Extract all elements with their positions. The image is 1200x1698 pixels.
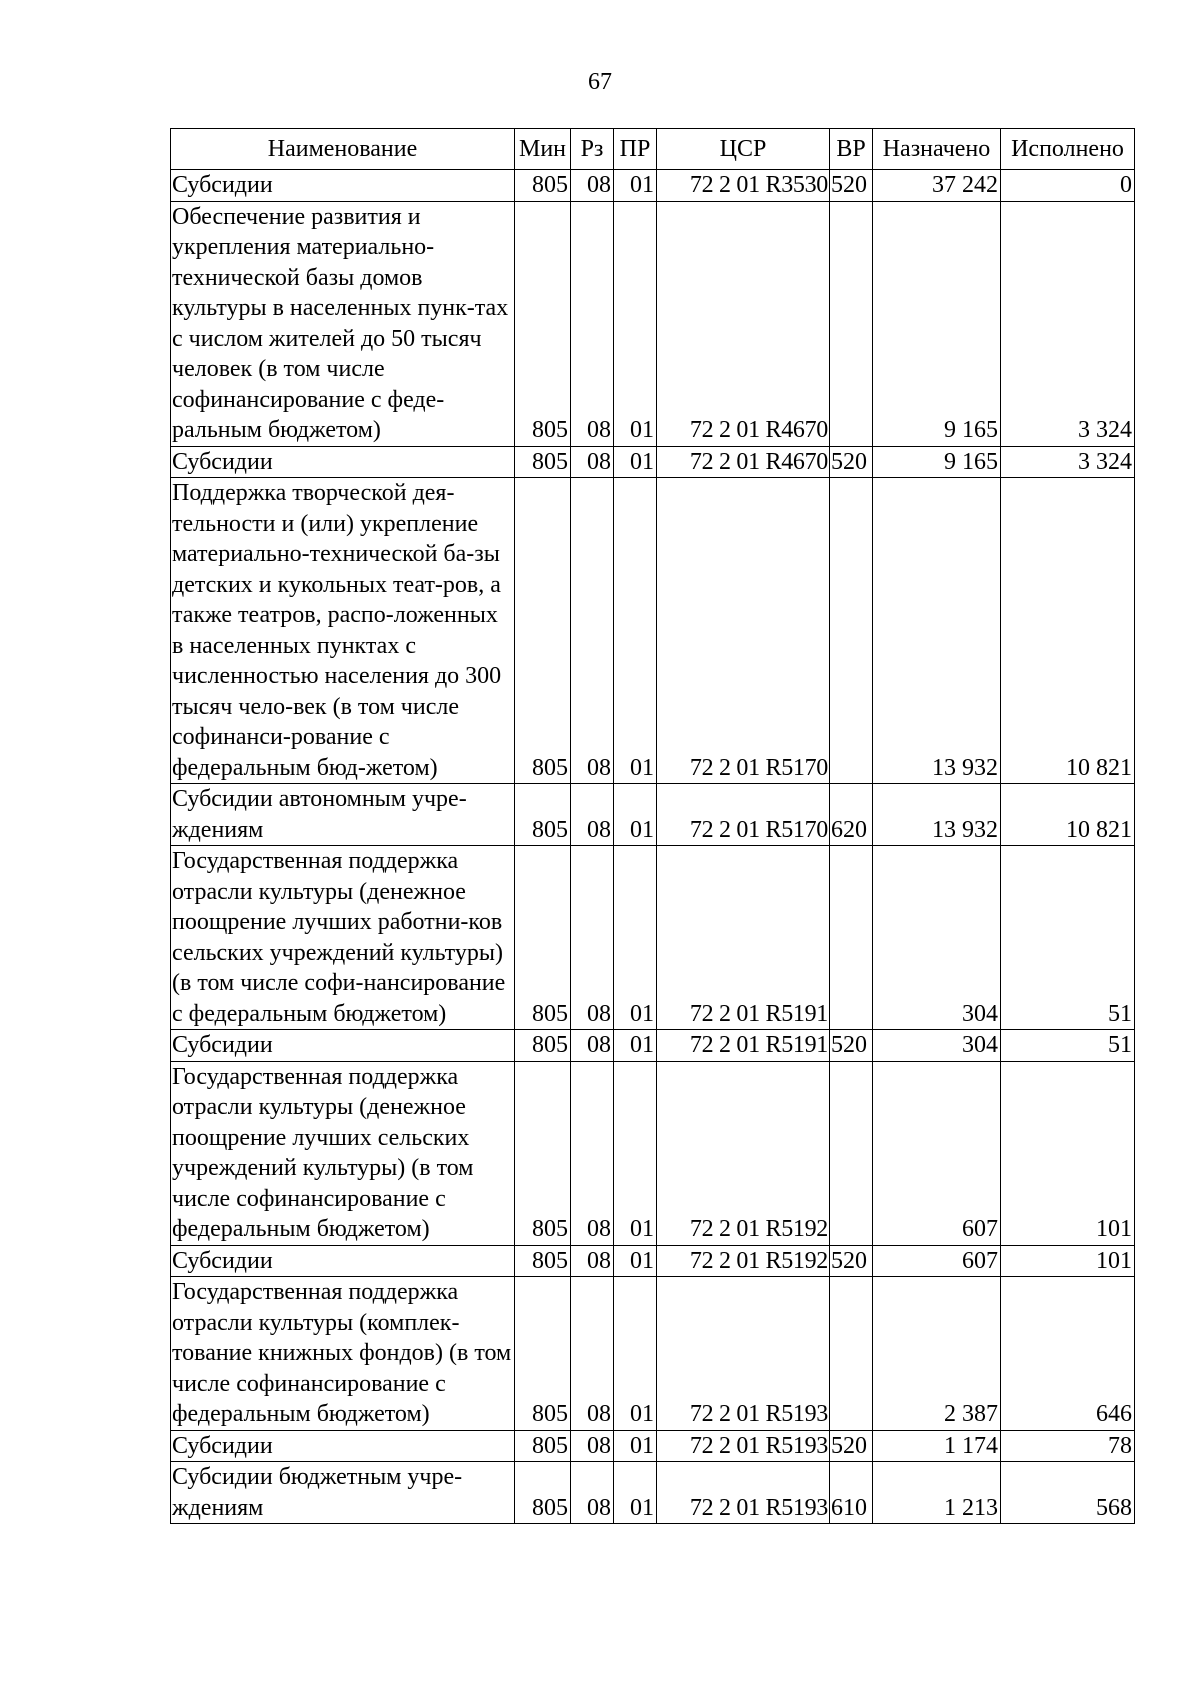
table-row	[171, 170, 1135, 202]
cell-executed: 3 324	[1001, 446, 1135, 478]
cell-min: 805	[515, 846, 571, 1030]
cell-rz: 08	[571, 478, 614, 784]
cell-csr: 72 2 01 R4670	[657, 201, 830, 446]
cell-vr	[830, 846, 873, 1030]
cell-vr: 520	[830, 170, 873, 202]
cell-vr: 610	[830, 1462, 873, 1524]
cell-pr: 01	[614, 201, 657, 446]
table-row	[171, 784, 1135, 846]
cell-pr: 01	[614, 1430, 657, 1462]
table-row	[171, 1030, 1135, 1062]
header-executed: Исполнено	[1001, 129, 1135, 170]
table-row	[171, 478, 1135, 784]
cell-name: Субсидии	[171, 446, 515, 478]
cell-vr: 520	[830, 446, 873, 478]
cell-vr: 520	[830, 1430, 873, 1462]
cell-assigned: 1 174	[873, 1430, 1001, 1462]
cell-rz: 08	[571, 201, 614, 446]
cell-rz: 08	[571, 1430, 614, 1462]
cell-pr: 01	[614, 446, 657, 478]
cell-csr: 72 2 01 R5192	[657, 1061, 830, 1245]
cell-pr: 01	[614, 1462, 657, 1524]
cell-name: Государственная поддержка отрасли культуры (денежное поощрение лучших сельских учреждений культуры) (в том числе софинансирование с федеральным бюджетом)	[171, 1061, 515, 1245]
cell-min: 805	[515, 201, 571, 446]
cell-assigned: 607	[873, 1061, 1001, 1245]
cell-name: Государственная поддержка отрасли культуры (денежное поощрение лучших работни-ков сельских учреждений культуры) (в том числе софи-нансирование с федеральным бюджетом)	[171, 846, 515, 1030]
cell-name: Субсидии	[171, 170, 515, 202]
cell-min: 805	[515, 170, 571, 202]
cell-name: Субсидии бюджетным учре-ждениям	[171, 1462, 515, 1524]
cell-name: Субсидии	[171, 1030, 515, 1062]
cell-pr: 01	[614, 170, 657, 202]
cell-executed: 101	[1001, 1061, 1135, 1245]
header-rz: Рз	[571, 129, 614, 170]
cell-min: 805	[515, 1462, 571, 1524]
cell-min: 805	[515, 1277, 571, 1431]
cell-rz: 08	[571, 846, 614, 1030]
cell-pr: 01	[614, 1277, 657, 1431]
cell-vr: 520	[830, 1245, 873, 1277]
header-vr: ВР	[830, 129, 873, 170]
cell-pr: 01	[614, 1245, 657, 1277]
table-row	[171, 1430, 1135, 1462]
cell-rz: 08	[571, 1030, 614, 1062]
header-name: Наименование	[171, 129, 515, 170]
cell-name: Государственная поддержка отрасли культуры (комплек-тование книжных фондов) (в том числе софинансирование с федеральным бюджетом)	[171, 1277, 515, 1431]
cell-assigned: 13 932	[873, 784, 1001, 846]
cell-assigned: 607	[873, 1245, 1001, 1277]
cell-csr: 72 2 01 R5191	[657, 1030, 830, 1062]
cell-name: Обеспечение развития и укрепления материально-технической базы домов культуры в населенных пунк-тах с числом жителей до 50 тысяч человек (в том числе софинансирование с феде-ральным бюджетом)	[171, 201, 515, 446]
cell-name: Субсидии	[171, 1245, 515, 1277]
cell-pr: 01	[614, 1030, 657, 1062]
table-row	[171, 1462, 1135, 1524]
cell-executed: 568	[1001, 1462, 1135, 1524]
cell-rz: 08	[571, 1245, 614, 1277]
cell-csr: 72 2 01 R5193	[657, 1277, 830, 1431]
cell-assigned: 13 932	[873, 478, 1001, 784]
cell-rz: 08	[571, 784, 614, 846]
cell-rz: 08	[571, 1061, 614, 1245]
table-row	[171, 201, 1135, 446]
cell-csr: 72 2 01 R3530	[657, 170, 830, 202]
cell-vr: 520	[830, 1030, 873, 1062]
cell-min: 805	[515, 1430, 571, 1462]
cell-min: 805	[515, 784, 571, 846]
cell-assigned: 37 242	[873, 170, 1001, 202]
cell-name: Субсидии автономным учре-ждениям	[171, 784, 515, 846]
cell-vr	[830, 478, 873, 784]
cell-executed: 78	[1001, 1430, 1135, 1462]
cell-rz: 08	[571, 446, 614, 478]
page-number: 67	[588, 69, 612, 95]
cell-assigned: 9 165	[873, 201, 1001, 446]
cell-csr: 72 2 01 R4670	[657, 446, 830, 478]
cell-min: 805	[515, 446, 571, 478]
table-row	[171, 1061, 1135, 1245]
cell-assigned: 304	[873, 1030, 1001, 1062]
cell-vr	[830, 1061, 873, 1245]
cell-csr: 72 2 01 R5170	[657, 784, 830, 846]
header-pr: ПР	[614, 129, 657, 170]
cell-csr: 72 2 01 R5191	[657, 846, 830, 1030]
cell-min: 805	[515, 1061, 571, 1245]
cell-assigned: 1 213	[873, 1462, 1001, 1524]
cell-csr: 72 2 01 R5192	[657, 1245, 830, 1277]
table-header-row	[171, 129, 1135, 170]
cell-csr: 72 2 01 R5193	[657, 1462, 830, 1524]
cell-executed: 0	[1001, 170, 1135, 202]
table-row	[171, 1277, 1135, 1431]
cell-executed: 10 821	[1001, 784, 1135, 846]
cell-executed: 51	[1001, 1030, 1135, 1062]
table-row	[171, 846, 1135, 1030]
header-min: Мин	[515, 129, 571, 170]
cell-assigned: 304	[873, 846, 1001, 1030]
cell-pr: 01	[614, 846, 657, 1030]
table-row	[171, 1245, 1135, 1277]
cell-vr	[830, 1277, 873, 1431]
cell-name: Субсидии	[171, 1430, 515, 1462]
cell-assigned: 2 387	[873, 1277, 1001, 1431]
cell-executed: 51	[1001, 846, 1135, 1030]
cell-vr: 620	[830, 784, 873, 846]
cell-min: 805	[515, 478, 571, 784]
cell-executed: 101	[1001, 1245, 1135, 1277]
cell-pr: 01	[614, 1061, 657, 1245]
cell-pr: 01	[614, 784, 657, 846]
cell-executed: 10 821	[1001, 478, 1135, 784]
header-csr: ЦСР	[657, 129, 830, 170]
cell-name: Поддержка творческой дея-тельности и (или) укрепление материально-технической ба-зы детских и кукольных теат-ров, а также театров, распо-ложенных в населенных пунктах с численностью населения до 300 тысяч чело-век (в том числе софинанси-рование с федеральным бюд-жетом)	[171, 478, 515, 784]
cell-rz: 08	[571, 1462, 614, 1524]
table-row	[171, 446, 1135, 478]
budget-execution-table	[170, 128, 1135, 1524]
cell-min: 805	[515, 1030, 571, 1062]
cell-csr: 72 2 01 R5170	[657, 478, 830, 784]
cell-rz: 08	[571, 170, 614, 202]
cell-executed: 3 324	[1001, 201, 1135, 446]
cell-rz: 08	[571, 1277, 614, 1431]
cell-pr: 01	[614, 478, 657, 784]
cell-vr	[830, 201, 873, 446]
cell-executed: 646	[1001, 1277, 1135, 1431]
header-assigned: Назначено	[873, 129, 1001, 170]
cell-csr: 72 2 01 R5193	[657, 1430, 830, 1462]
cell-min: 805	[515, 1245, 571, 1277]
cell-assigned: 9 165	[873, 446, 1001, 478]
